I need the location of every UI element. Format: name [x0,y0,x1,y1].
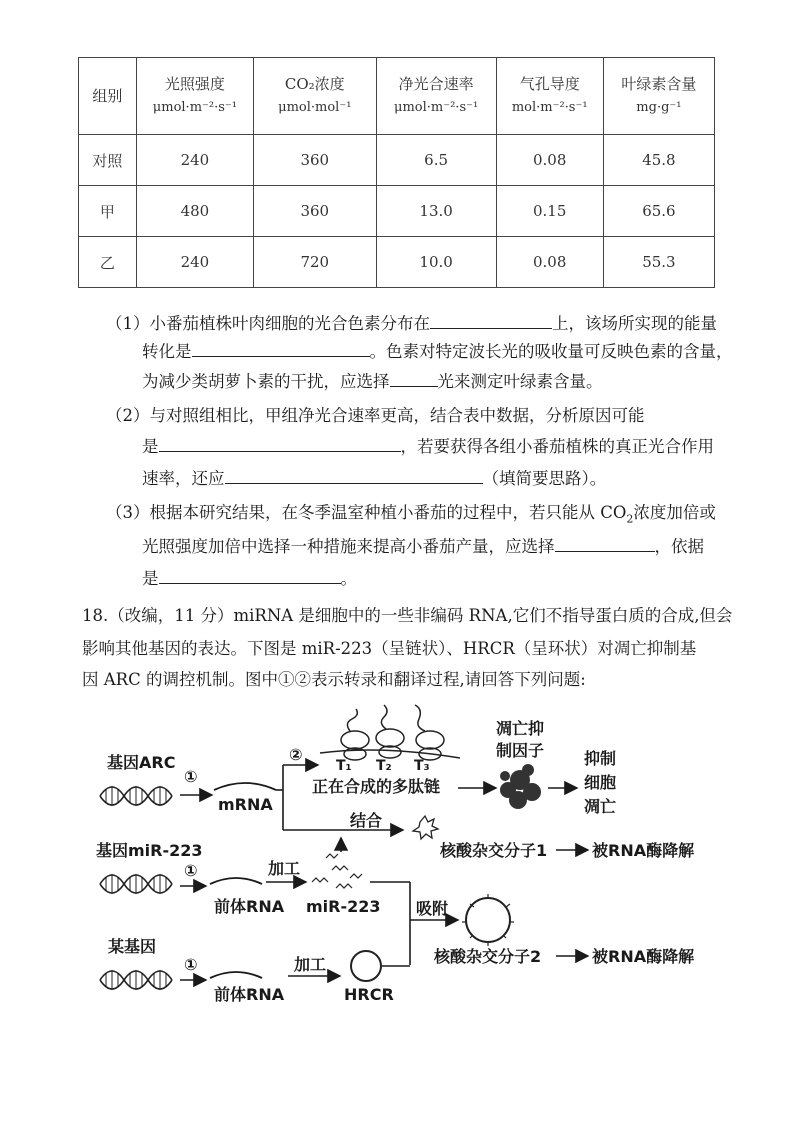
dna-helix-icon [100,874,172,894]
header-group: 组别 [79,58,137,135]
inhibit-label-3: 凋亡 [584,797,617,816]
dna-helix-icon [100,970,172,990]
bind-label: 结合 [350,811,383,830]
mrna-strand [214,783,276,790]
hybrid-2-label: 核酸杂交分子2 [434,947,542,966]
step-1-label: ① [184,861,198,880]
degraded-label-1: 被RNA酶降解 [592,841,695,860]
q18-line-1: 18.（改编，11 分）miRNA 是细胞中的一些非编码 RNA,它们不指导蛋白质的合成,但会 [82,606,733,625]
table-cell: 甲 [79,186,137,237]
header-co2-concentration: CO₂浓度 μmol·mol⁻¹ [253,58,376,135]
q1-line-3: 为减少类胡萝卜素的干扰，应选择 光来测定叶绿素含量。 [142,372,603,391]
hrcr-label: HRCR [344,985,394,1004]
precursor-rna-label: 前体RNA [214,897,285,916]
q2-line-1: （2）与对照组相比，甲组净光合速率更高，结合表中数据，分析原因可能 [106,406,645,425]
table-cell: 乙 [79,237,137,288]
answer-blank[interactable] [555,535,655,552]
inhibit-label-2: 细胞 [584,773,617,792]
table-cell: 45.8 [603,135,714,186]
table-cell: 6.5 [376,135,496,186]
q1-line-2: 转化是 。色素对特定波长光的吸收量可反映色素的含量， [142,342,733,361]
inhibit-label-1: 抑制 [584,749,617,768]
t2-label: T₂ [376,758,392,774]
protein-cluster-icon [500,764,541,809]
table-cell: 0.08 [496,135,603,186]
q1-line-1: （1）小番茄植株叶肉细胞的光合色素分布在 上，该场所实现的能量 [106,314,717,333]
t1-label: T₁ [336,758,352,774]
table-cell: 720 [253,237,376,288]
gene-mir223-label: 基因miR-223 [96,841,203,860]
table-row [79,135,715,186]
q18-line-3: 因 ARC 的调控机制。图中①②表示转录和翻译过程,请回答下列问题: [82,670,586,689]
apoptosis-factor-label-2: 制因子 [496,741,545,760]
q3-line-2: 光照强度加倍中选择一种措施来提高小番茄产量，应选择 ，依据 [142,537,704,556]
precursor-rna-strand [210,878,262,884]
table-header-row [79,58,715,135]
table-cell: 65.6 [603,186,714,237]
table-cell: 480 [136,186,253,237]
table-cell: 55.3 [603,237,714,288]
answer-blank[interactable] [430,312,552,329]
header-chlorophyll-content: 叶绿素含量 mg·g⁻¹ [603,58,714,135]
q2-line-3: 速率，还应 （填简要思路）。 [142,469,607,488]
t3-label: T₃ [414,758,430,774]
ribosome-icon [320,705,460,760]
table-row [79,186,715,237]
table-cell: 240 [136,135,253,186]
q3-line-1: （3）根据本研究结果，在冬季温室种植小番茄的过程中，若只能从 $CO_2$浓度加倍或 [106,503,716,526]
header-net-photosynthesis: 净光合速率 μmol·m⁻²·s⁻¹ [376,58,496,135]
process-label: 加工 [294,955,327,974]
dna-helix-icon [100,786,172,806]
degraded-label-2: 被RNA酶降解 [592,947,695,966]
q2-line-2: 是 ，若要获得各组小番茄植株的真正光合作用 [142,437,714,456]
header-light-intensity: 光照强度 μmol·m⁻²·s⁻¹ [136,58,253,135]
q18-line-2: 影响其他基因的表达。下图是 miR-223（呈链状）、HRCR（呈环状）对凋亡抑制基 [82,639,697,658]
header-stomatal-conductance: 气孔导度 mol·m⁻²·s⁻¹ [496,58,603,135]
answer-blank[interactable] [225,467,483,484]
gene-other-label: 某基因 [108,937,157,956]
answer-blank[interactable] [159,435,401,452]
apoptosis-factor-label-1: 凋亡抑 [496,719,545,738]
precursor-rna-label: 前体RNA [214,985,285,1004]
process-label: 加工 [268,859,301,878]
gene-arc-label: 基因ARC [107,753,176,772]
table-cell: 0.08 [496,237,603,288]
polypeptide-label: 正在合成的多肽链 [312,777,441,796]
table-row [79,237,715,288]
precursor-rna-strand [210,972,262,978]
answer-blank[interactable] [390,370,438,387]
step-1-label: ① [184,767,198,786]
step-2-label: ② [289,745,303,764]
table-cell: 0.15 [496,186,603,237]
table-cell: 对照 [79,135,137,186]
hybrid-1-label: 核酸杂交分子1 [440,841,548,860]
answer-blank[interactable] [192,340,370,357]
table-cell: 360 [253,135,376,186]
mrna-label: mRNA [218,795,273,814]
step-1-label: ① [184,955,198,974]
table-cell: 240 [136,237,253,288]
table-cell: 360 [253,186,376,237]
regulation-diagram [0,700,800,1030]
answer-blank[interactable] [159,567,341,584]
mirna-star-icon [413,816,438,839]
table-cell: 13.0 [376,186,496,237]
hrcr-ring-icon [351,951,381,981]
q3-line-3: 是 。 [142,569,357,588]
table-cell: 10.0 [376,237,496,288]
mir223-label: miR-223 [306,897,381,916]
experiment-data-table [78,57,715,288]
adsorb-label: 吸附 [416,899,449,918]
hybrid-ring-icon [462,894,514,946]
mirna-fragments-icon [312,854,362,888]
